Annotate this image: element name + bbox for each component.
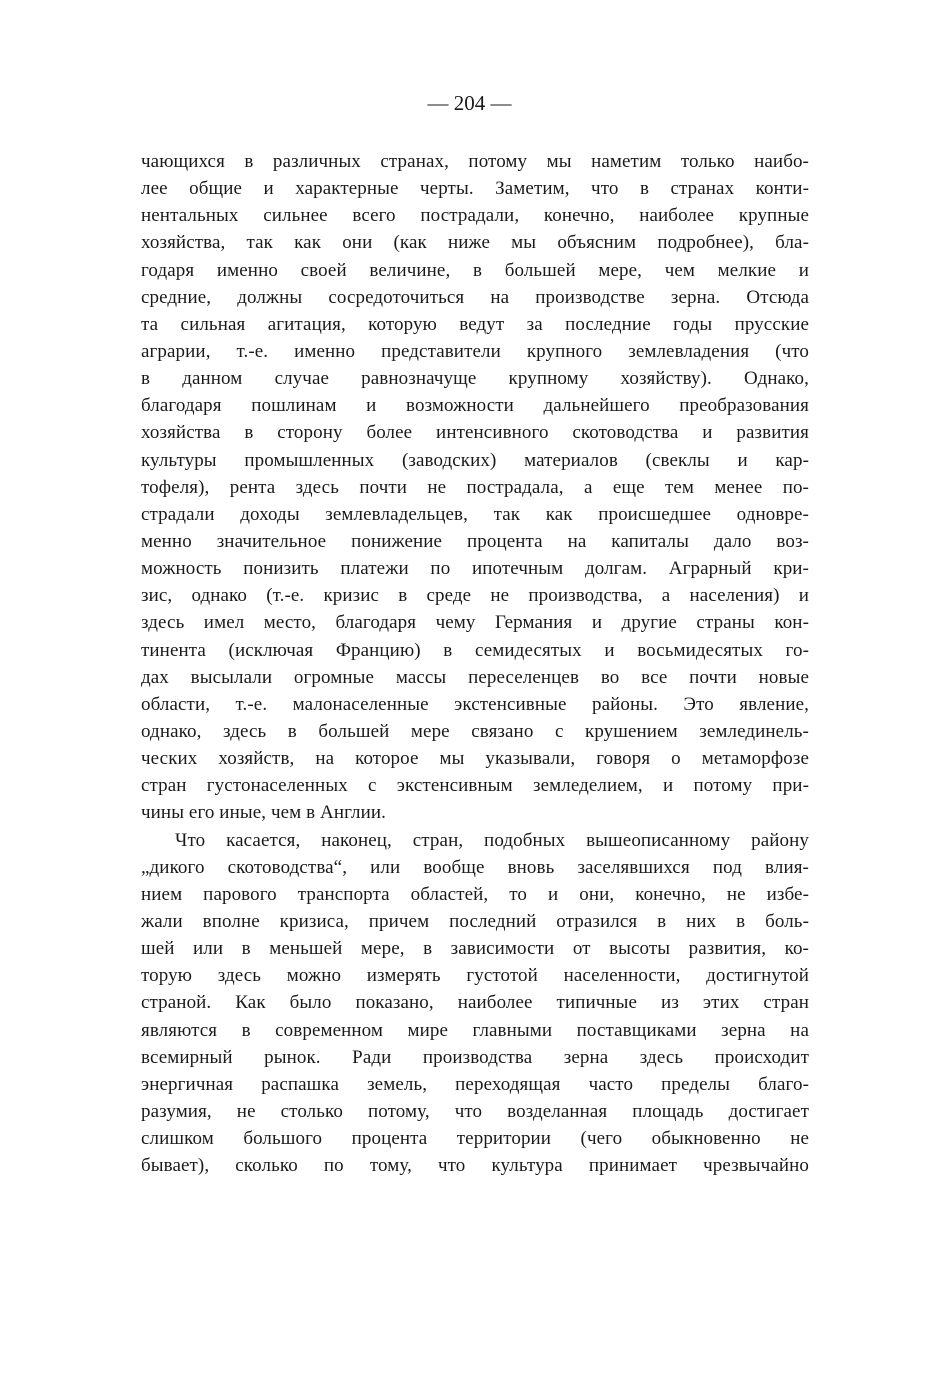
text-line: менно значительное понижение процента на капиталы дало воз-: [141, 530, 809, 552]
paragraph-start-line: Что касается, наконец, стран, подобных вышеописанному району: [175, 829, 809, 851]
text-line: тофеля), рента здесь почти не пострадала, а еще тем менее по-: [141, 476, 809, 498]
text-line: нием парового транспорта областей, то и они, конечно, не избе-: [141, 883, 809, 905]
text-line: страдали доходы землевладельцев, так как происшедшее одновре-: [141, 503, 809, 525]
text-line: всемирный рынок. Ради производства зерна здесь происходит: [141, 1046, 809, 1068]
text-line: нентальных сильнее всего пострадали, конечно, наиболее крупные: [141, 205, 809, 227]
text-line: области, т.-е. малонаселенные экстенсивные районы. Это явление,: [141, 693, 809, 715]
paragraph-end-line: чины его иные, чем в Англии.: [141, 802, 387, 824]
text-line: „дикого скотоводства“, или вообще вновь заселявшихся под влия-: [141, 856, 809, 878]
text-line: шей или в меньшей мере, в зависимости от высоты развития, ко-: [141, 938, 809, 960]
text-line: средние, должны сосредоточиться на производстве зерна. Отсюда: [141, 286, 809, 308]
text-line: разумия, не столько потому, что возделанная площадь достигает: [141, 1100, 809, 1122]
text-line: тинента (исключая Францию) в семидесятых и восьмидесятых го-: [141, 639, 809, 661]
text-line: стран густонаселенных с экстенсивным земледелием, и потому при-: [141, 775, 809, 797]
text-line: здесь имел место, благодаря чему Германия и другие страны кон-: [141, 612, 809, 634]
text-line: чающихся в различных странах, потому мы наметим только наибо-: [141, 151, 809, 172]
text-line: ческих хозяйств, на которое мы указывали, говоря о метаморфозе: [141, 748, 809, 770]
text-line: торую здесь можно измерять густотой населенности, достигнутой: [141, 965, 809, 987]
text-line: культуры промышленных (заводских) материалов (свеклы и кар-: [141, 449, 809, 471]
text-line: жали вполне кризиса, причем последний отразился в них в боль-: [141, 910, 809, 932]
text-line: зис, однако (т.-е. кризис в среде не производства, а населения) и: [141, 585, 809, 607]
text-line: слишком большого процента территории (чего обыкновенно не: [141, 1128, 809, 1150]
text-line: лее общие и характерные черты. Заметим, что в странах конти-: [141, 178, 809, 200]
text-line: хозяйства, так как они (как ниже мы объясним подробнее), бла-: [141, 232, 809, 254]
text-line: бывает), сколько по тому, что культура принимает чрезвычайно: [141, 1155, 809, 1177]
text-line: являются в современном мире главными поставщиками зерна на: [141, 1019, 809, 1041]
text-line: дах высылали огромные массы переселенцев во все почти новые: [141, 666, 809, 688]
text-line: годаря именно своей величине, в большей мере, чем мелкие и: [141, 259, 809, 281]
page-number: — 204 —: [427, 91, 512, 115]
text-line: в данном случае равнозначуще крупному хозяйству). Однако,: [141, 368, 809, 390]
body-text: [141, 148, 809, 1179]
text-line: хозяйства в сторону более интенсивного скотоводства и развития: [141, 422, 809, 444]
text-line: страной. Как было показано, наиболее типичные из этих стран: [141, 992, 809, 1014]
text-line: можность понизить платежи по ипотечным долгам. Аграрный кри-: [141, 558, 809, 580]
text-line: та сильная агитация, которую ведут за последние годы прусские: [141, 313, 809, 335]
text-line: однако, здесь в большей мере связано с крушением землединель-: [141, 720, 809, 742]
text-line: благодаря пошлинам и возможности дальнейшего преобразования: [141, 395, 809, 417]
text-line: аграрии, т.-е. именно представители крупного землевладения (что: [141, 340, 809, 362]
text-line: энергичная распашка земель, переходящая часто пределы благо-: [141, 1073, 809, 1095]
